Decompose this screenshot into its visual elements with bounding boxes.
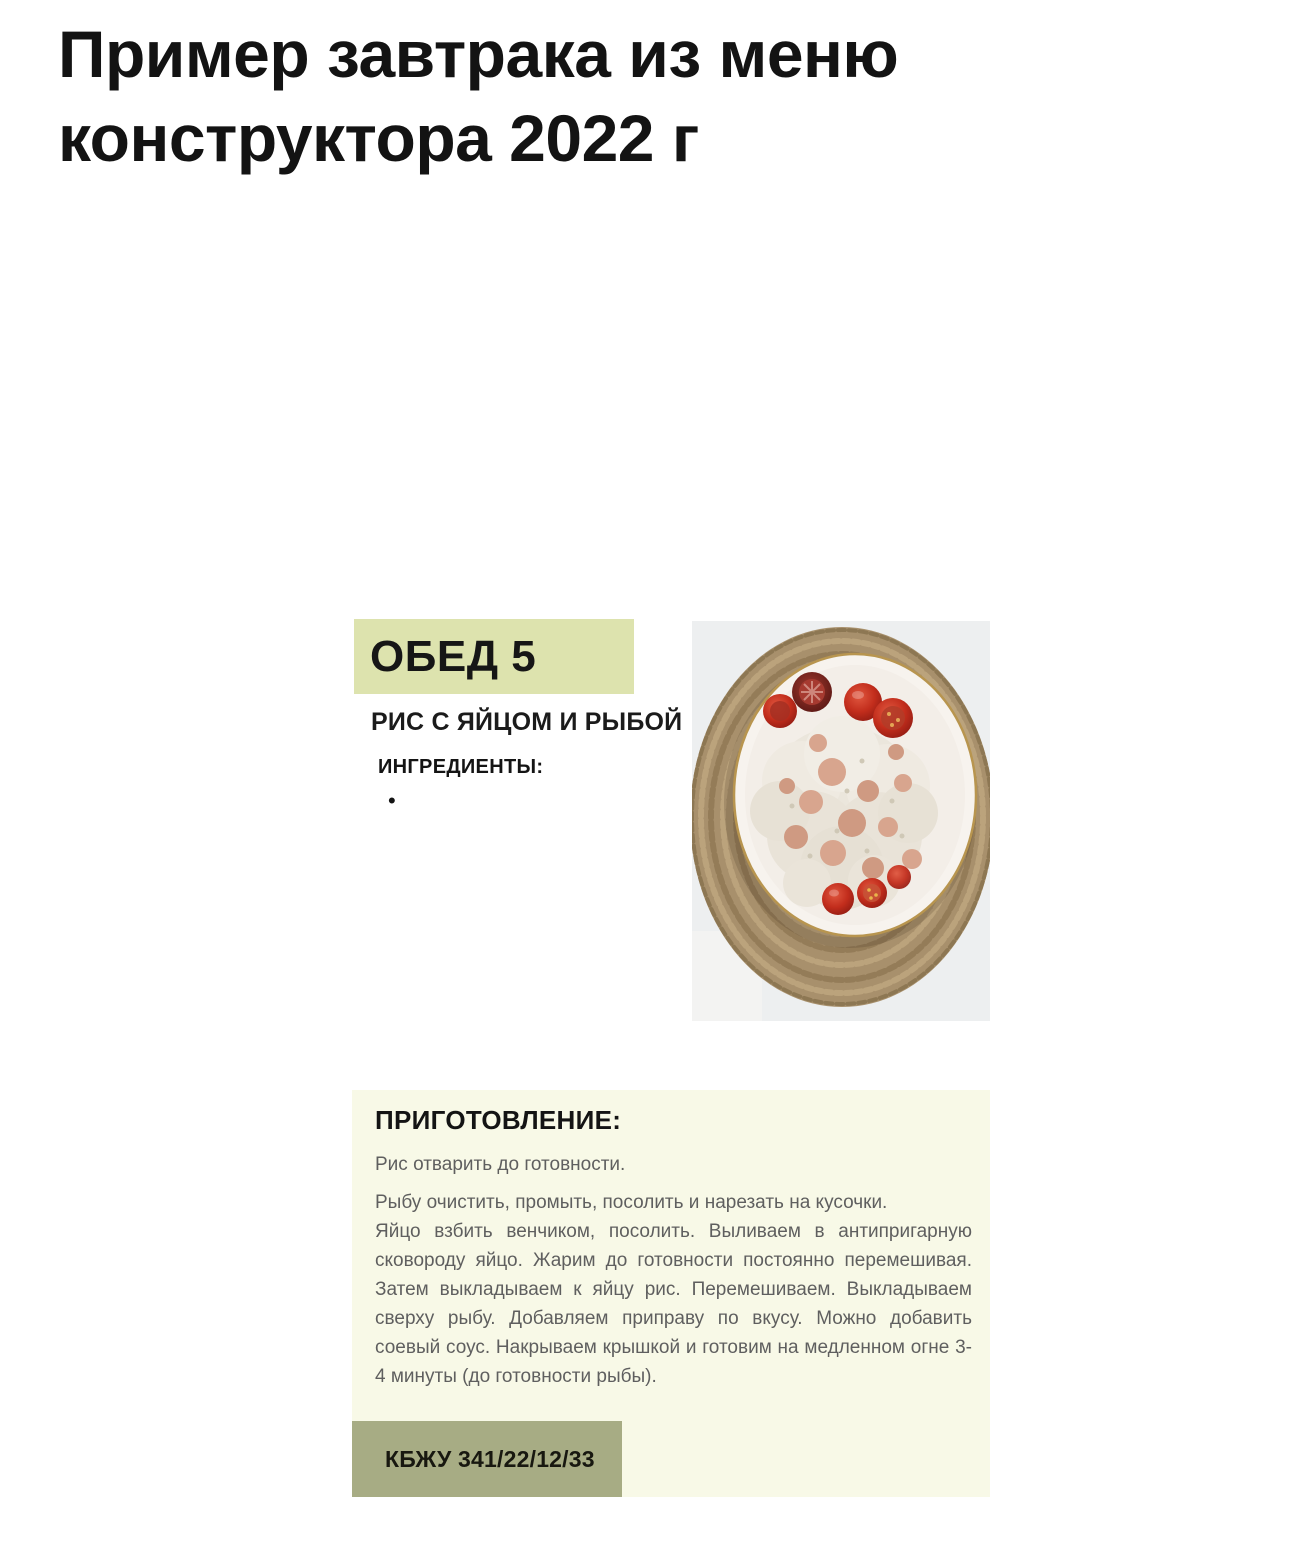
kbju-label: КБЖУ 341/22/12/33 — [385, 1445, 595, 1472]
page-title-line: конструктора 2022 г — [58, 101, 699, 175]
kbju-badge — [352, 1421, 622, 1497]
preparation-step-3: Яйцо взбить венчиком, посолить. Выливаем в антипригарную сковороду яйцо. Жарим до готовности постоянно перемешивая. Затем выкладываем к яйцу рис. Перемешиваем. Выкладываем сверху рыбу. Добавляем приправу по вкусу. Можно добавить соевый соус. Накрываем крышкой и готовим на медленном огне 3-4 минуты (до готовности рыбы). — [375, 1221, 972, 1387]
preparation-heading: ПРИГОТОВЛЕНИЕ: — [375, 1105, 622, 1135]
meal-label: ОБЕД 5 — [370, 631, 537, 681]
page-title-line: Пример завтрака из меню — [58, 17, 899, 91]
meal-label-band — [354, 619, 634, 694]
preparation-step-1: Рис отварить до готовности. — [375, 1154, 626, 1175]
dish-title: РИС С ЯЙЦОМ И РЫБОЙ — [371, 708, 683, 736]
dish-photo — [692, 621, 990, 1021]
preparation-step-2: Рыбу очистить, промыть, посолить и нарезать на кусочки. — [375, 1192, 888, 1213]
dish-photo-illustration — [692, 621, 990, 1021]
ingredients-heading: ИНГРЕДИЕНТЫ: — [378, 756, 544, 778]
